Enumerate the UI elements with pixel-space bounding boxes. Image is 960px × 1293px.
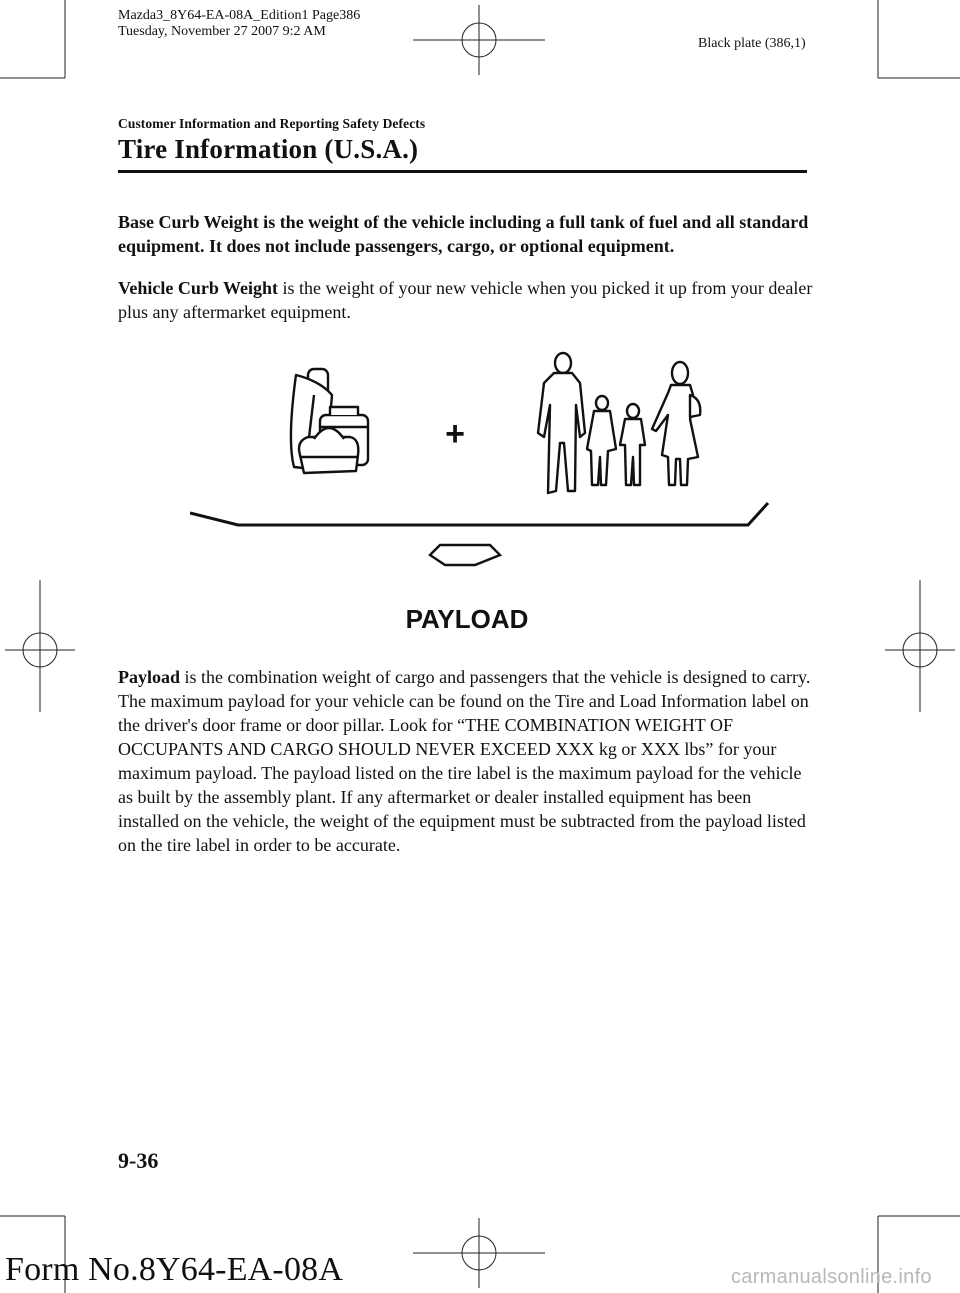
paragraph-payload — [118, 665, 813, 857]
paragraph-base-curb-weight: Base Curb Weight is the weight of the vehicle including a full tank of fuel and all standard equipment. It does not include passengers, cargo, or optional equipment. — [118, 212, 809, 256]
boy-silhouette-icon — [620, 404, 645, 485]
definition-payload: is the combination weight of cargo and passengers that the vehicle is designed to carry. The maximum payload for your vehicle can be found on the Tire and Load Information label on the driver's door frame or door pillar. Look for “THE COMBINATION WEIGHT OF OCCUPANTS AND CARGO SHOULD NEVER EXCEED XXX kg or XXX lbs” for your maximum payload. The payload listed on the tire label is the maximum payload for the vehicle as built by the assembly plant. If any aftermarket or dealer installed equipment has been installed on the vehicle, the weight of the equipment must be subtracted from the payload listed on the tire label in order to be accurate. — [118, 667, 811, 855]
man-silhouette-icon — [538, 353, 585, 493]
term-vehicle-curb-weight: Vehicle Curb Weight — [118, 278, 279, 298]
woman-silhouette-icon — [652, 362, 700, 485]
form-number: Form No.8Y64-EA-08A — [5, 1251, 344, 1288]
definition-vehicle-curb-weight: is the weight of your new vehicle when you picked it up from your dealer plus any aftermarket equipment. — [118, 278, 813, 322]
file-info-line: Mazda3_8Y64-EA-08A_Edition1 Page386 — [118, 8, 361, 23]
payload-label: PAYLOAD — [405, 604, 529, 634]
plate-label: Black plate (386,1) — [698, 36, 806, 51]
page-number: 9-36 — [118, 1148, 159, 1173]
page-title: Tire Information (U.S.A.) — [118, 134, 419, 164]
plus-sign: + — [445, 415, 465, 453]
payload-figure — [190, 345, 780, 645]
date-line: Tuesday, November 27 2007 9:2 AM — [118, 24, 326, 39]
section-label: Customer Information and Reporting Safety Defects — [118, 116, 426, 131]
title-rule — [118, 170, 807, 173]
girl-silhouette-icon — [587, 396, 616, 485]
term-payload: Payload — [118, 667, 181, 687]
watermark: carmanualsonline.info — [731, 1266, 932, 1288]
combine-bracket — [190, 503, 768, 525]
paragraph-vehicle-curb-weight — [118, 276, 813, 324]
down-arrow-icon — [430, 545, 500, 565]
